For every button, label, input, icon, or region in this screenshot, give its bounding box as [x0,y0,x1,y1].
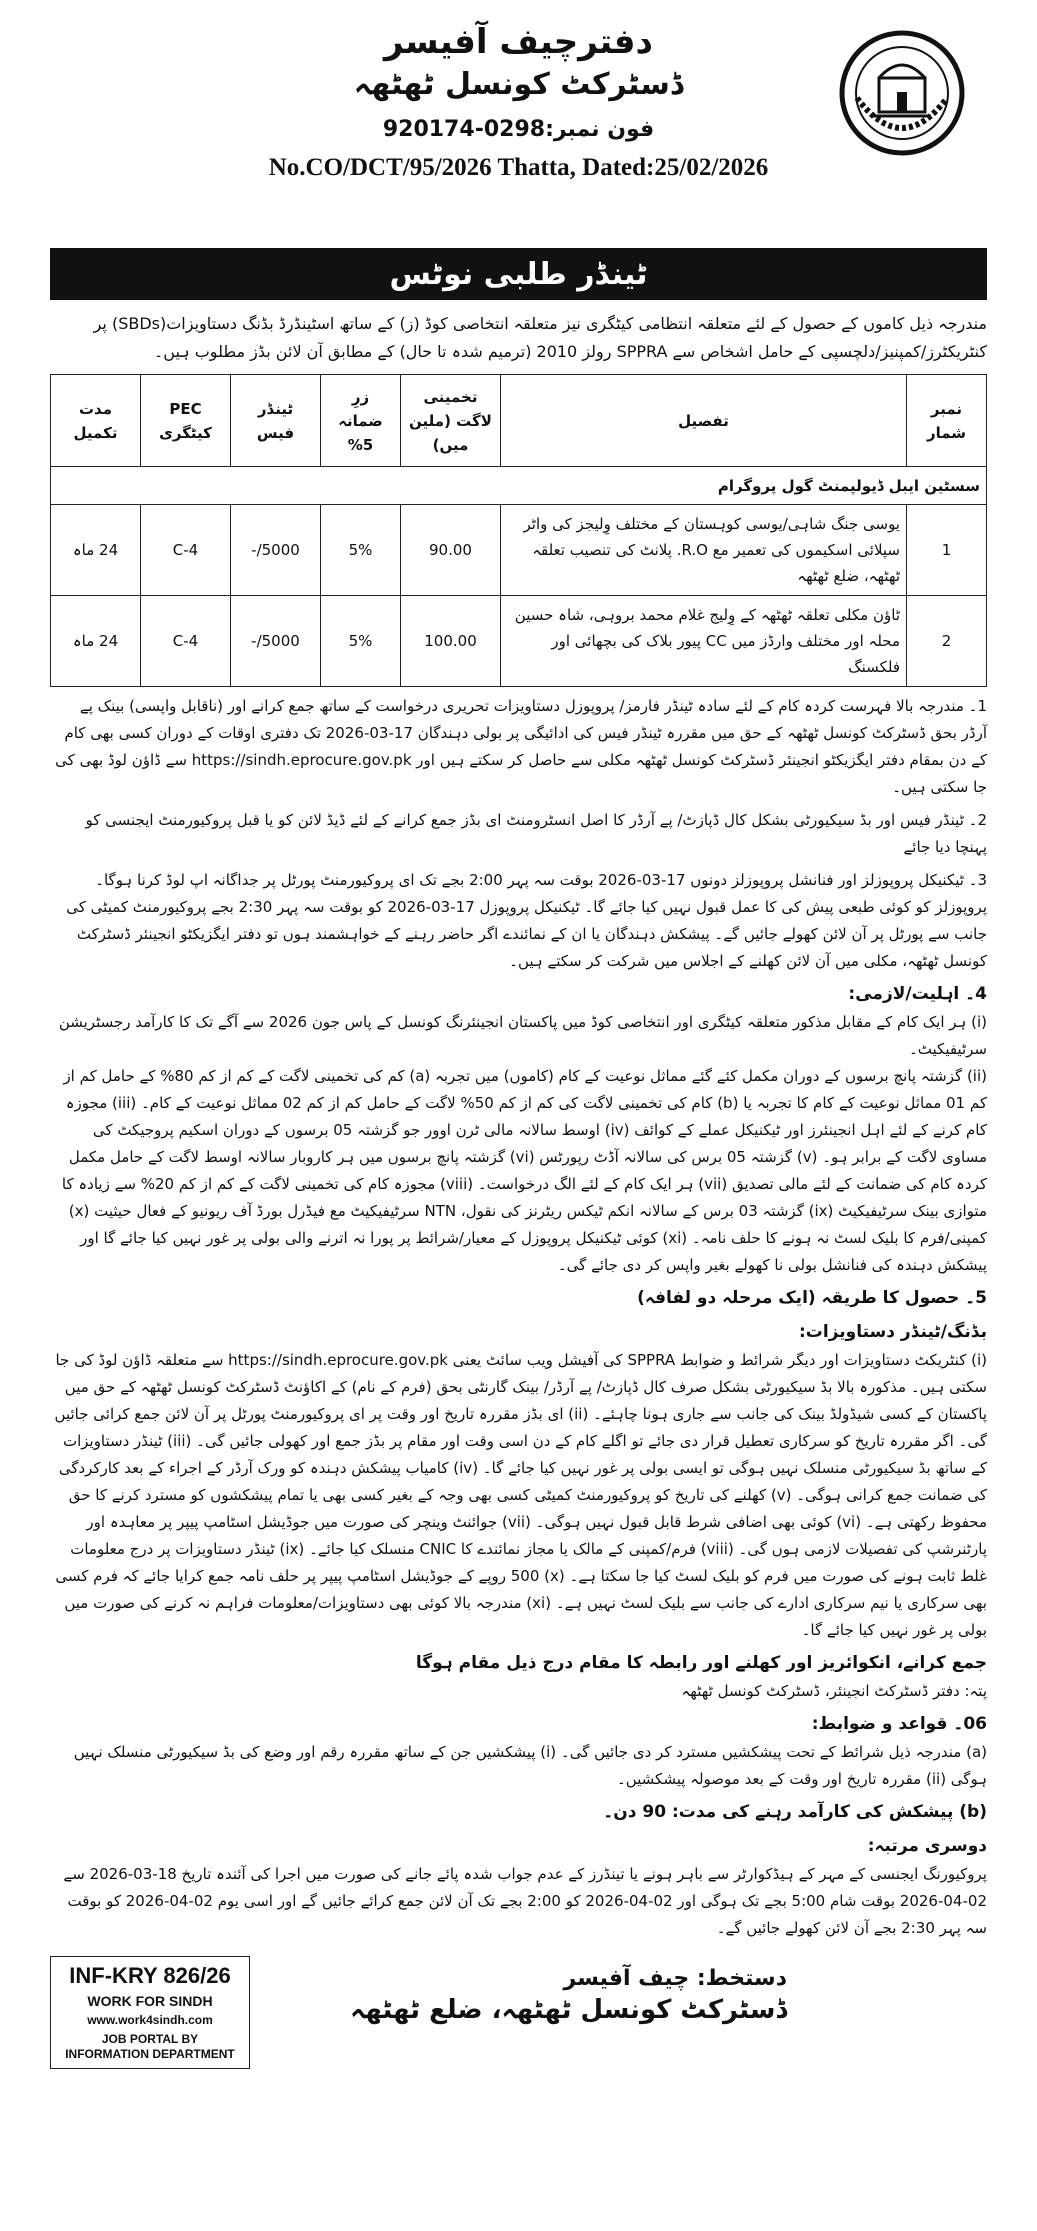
eligibility-item-1: (i) ہر ایک کام کے مقابل مذکور متعلقہ کیٹگری اور انتخاصی کوڈ میں پاکستان انجینئرنگ کونسل کے پاس جون 2026 سے آگے تک کا کارآمد رجسٹریشن سرٹیفیکیٹ۔ [58,1013,987,1058]
venue-address: پتہ: دفتر ڈسٹرکٹ انجینئر، ڈسٹرکٹ کونسل ٹھٹھہ [681,1682,987,1700]
row-details: یوسی جنگ شاہی/یوسی کوہستان کے مختلف وِلیجز کی واٹر سپلائی اسکیموں کی تعمیر مع R.O. پلانٹ کی تنصیب تعلقہ ٹھٹھہ، ضلع ٹھٹھہ [501,505,907,596]
council-title: ڈسٹرکٹ کونسل ٹھٹھہ [353,67,684,102]
eligibility-item-2: (ii) گزشتہ پانچ برسوں کے دوران مکمل کئے گئے مماثل نوعیت کے کام (کاموں) میں تجربہ (a) کم کی تخمینی لاگت کے کم از کم 80% کے حامل کم از کم 01 مماثل نوعیت کے کام کا تجربہ یا (b) کام کی تخمینی لاگت کی کم از کم 50% لاگت کے حامل کم از کم 02 مماثل نوعیت کے کام۔ (iii) مجوزہ کام کرنے کے لئے اہل انجینئرز اور ٹیکنیکل عملے کے کوائف (iv) اوسط سالانہ مالی ٹرن اوور جو گزشتہ 05 برسوں کے دوران اسکیم پروجیکٹ کی مساوی لاگت کے برابر ہو۔ (v) گزشتہ 05 برس کی سالانہ آڈٹ رپورٹس (vi) گزشتہ پانچ برسوں میں ہر کاروبار سالانہ اوسط لاگت کے حامل مکمل کردہ کام کی ضمانت کے لئے مالی تصدیق (vii) ہر ایک کام کے لئے الگ درخواست۔ (viii) مجوزہ کام کی تخمینی لاگت کے کم از کم 20% سے زیادہ کا متوازی بینک سرٹیفیکیٹ (ix) گزشتہ 03 برس کے سالانہ انکم ٹیکس ریٹرنز کی نقول، NTN سرٹیفیکیٹ مع فیڈرل بورڈ آف ریونیو کے فعال حیثیت (x) کمپنی/فرم کا بلیک لسٹ نہ ہونے کا حلف نامہ۔ (xi) کوئی ٹیکنیکل پروپوزل کے معیار/شرائط پر پورا نہ اترنے والی بولی پر غور نہیں کیا جائے گا اور پیشکش دہندہ کی فنانشل بولی نا کھولے بغیر واپس کر دی جائے گی۔ [61,1067,987,1274]
notice-title: ٹینڈر طلبی نوٹس [389,256,648,292]
ad-site: www.work4sindh.com [87,2013,213,2027]
works-table [50,374,987,687]
phone-number: فون نمبر:0298-920174 [382,117,655,142]
reference-line: No.CO/DCT/95/2026 Thatta, Dated:25/02/2026 [268,154,769,181]
row-cost: 100.00 [401,596,501,687]
col-cost: تخمینی لاگت (ملین میں) [401,375,501,467]
notice-title-banner [50,248,987,300]
col-period: مدت تکمیل [51,375,141,467]
ad-portal: JOB PORTAL BY INFORMATION DEPARTMENT [65,2032,235,2061]
row-no: 2 [907,596,987,687]
table-header-row [51,375,987,467]
ad-box [50,1956,250,2069]
table-row [51,596,987,687]
ad-code: INF-KRY 826/26 [69,1963,231,1988]
intro-paragraph: مندرجہ ذیل کاموں کے حصول کے لئے متعلقہ انتظامی کیٹگری نیز متعلقہ انتخاصی کوڈ (ز) کے ساتھ اسٹینڈرڈ بڈنگ دستاویزات(SBDs) پر کنٹریکٹرز/کمپنیز/دلچسپی کے حامل اشخاص سے SPPRA رولز 2010 (ترمیم شدہ تا حال) کے مطابق آن لائن بڈز مطلوب ہیں۔ [93,314,987,361]
table-row [51,505,987,596]
row-period: 24 ماہ [51,505,141,596]
row-period: 24 ماہ [51,596,141,687]
col-pec: PEC کیٹگری [141,375,231,467]
ad-brand: WORK FOR SINDH [87,1993,213,2009]
row-fee: 5000/- [231,596,321,687]
rules-b: (b) پیشکش کی کارآمد رہنے کی مدت: 90 دن۔ [603,1802,987,1822]
col-earnest: زرِ ضمانہ 5% [321,375,401,467]
notice-header [50,20,987,240]
row-no: 1 [907,505,987,596]
program-name: سسٹین ایبل ڈیولپمنٹ گول پروگرام [51,467,987,505]
acquisition-heading: 5۔ حصول کا طریقہ (ایک مرحلہ دو لفافہ) [637,1288,987,1308]
col-no: نمبر شمار [907,375,987,467]
row-details: ٹاؤن مکلی تعلقہ ٹھٹھہ کے وِلیج غلام محمد بروہی، شاہ حسین محلہ اور مختلف وارڈز میں CC پیور بلاک کی بچھائی اور فلکسنگ [501,596,907,687]
table-program-row [51,467,987,505]
signature-council: ڈسٹرکٹ کونسل ٹھٹھہ، ضلع ٹھٹھہ [350,1995,787,2025]
footer [50,1946,987,2106]
council-seal-icon [837,28,967,158]
col-details: تفصیل [501,375,907,467]
signature-title: دستخط: چیف آفیسر [563,1966,787,1991]
bidding-docs-text: (i) کنٹریکٹ دستاویزات اور دیگر شرائط و ضوابط SPPRA کی آفیشل ویب سائٹ یعنی https://sindh.eprocure.gov.pk سے متعلقہ ڈاؤن لوڈ کی جا سکتی ہیں۔ مذکورہ بالا بڈ سیکیورٹی بشکل صرف کال ڈپازٹ/ پے آرڈر/ بینک گارنٹی بحق (فرم کے نام) کے اکاؤنٹ ڈسٹرکٹ کونسل ٹھٹھہ کے حق میں پاکستان کے کسی شیڈولڈ بینک کی جانب سے جاری ہونا چاہئے۔ (ii) ای بڈز مقررہ تاریخ اور وقت پر ای پروکیورمنٹ پورٹل پر آن لائن جمع کرائی جائیں گی۔ اگر مقررہ تاریخ کو سرکاری تعطیل قرار دی جائے تو اگلے کام کے دن اسی وقت اور مقام پر بڈز جمع اور کھولی جائیں گی۔ (iii) ٹینڈر دستاویزات کے ساتھ بڈ سیکیورٹی منسلک نہیں ہوگی تو ایسی بولی پر غور نہیں کیا جائے گا۔ (iv) کامیاب پیشکش دہندہ کو ورک آرڈر کے اجراء کے بعد کارکردگی کی ضمانت جمع کرانی ہوگی۔ (v) کھلنے کی تاریخ کو پروکیورمنٹ کمیٹی کسی بھی وجہ کے بغیر کسی بھی یا تمام پیشکشوں کو مسترد کرنے کا حق محفوظ رکھتی ہے۔ (vi) کوئی بھی اضافی شرط قابل قبول نہیں ہوگی۔ (vii) جوائنٹ وینچر کی صورت میں جوڈیشل اسٹامپ پیپر پر معاہدہ اور پارٹنرشپ کی تفصیلات لازمی ہوں گی۔ (viii) فرم/کمپنی کے مالک یا مجاز نمائندے کا CNIC منسلک کیا جائے۔ (ix) ٹینڈر دستاویزات پر درج معلومات غلط ثابت ہونے کی صورت میں فرم کو بلیک لسٹ کیا جا سکتا ہے۔ (x) 500 روپے کے جوڈیشل اسٹامپ پیپر پر حلف نامہ جمع کرایا جائے کہ فرم کسی بھی سرکاری یا نیم سرکاری ادارے کی جانب سے بلیک لسٹ نہیں ہے۔ (xi) مندرجہ بالا کوئی بھی دستاویزات/معلومات فراہم نہ کرنے کی صورت میں بولی پر غور نہیں کیا جائے گا۔ [54,1351,987,1639]
row-earnest: 5% [321,596,401,687]
eligibility-heading: 4۔ اہلیت/لازمی: [848,984,987,1004]
venue-heading: جمع کرانے، انکوائریز اور کھلنے اور رابطہ کا مقام درج ذیل مقام ہوگا [415,1653,987,1673]
office-title: دفترچیف آفیسر [384,22,653,62]
row-pec: C-4 [141,505,231,596]
col-fee: ٹینڈر فیس [231,375,321,467]
second-attempt-text: پروکیورنگ ایجنسی کے مہر کے ہیڈکوارٹر سے باہر ہونے یا تینڈرز کے عدم جواب شدہ پائے جانے کی صورت میں اجرا کی آئندہ تاریخ 18-03-2026 سے 02-04-2026 بوقت شام 5:00 بجے تک ہوگی اور 02-04-2026 کو 2:00 بجے تک آن لائن جمع کرائے جائیں گے اور اسی یوم 02-04-2026 کو بوقت سہ پہر 2:30 بجے آن لائن کھولے جائیں گے۔ [63,1865,987,1937]
row-pec: C-4 [141,596,231,687]
row-cost: 90.00 [401,505,501,596]
row-fee: 5000/- [231,505,321,596]
paragraph-1: 1۔ مندرجہ بالا فہرست کردہ کام کے لئے سادہ ٹینڈر فارمز/ پروپوزل دستاویزات تحریری درخواست کے ساتھ جمع کرانے اور (ناقابل واپسی) بینک پے آرڈر بحق ڈسٹرکٹ کونسل ٹھٹھہ کے حق میں مقررہ ٹینڈر فیس کی ادائیگی پر بولی دہندگان 17-03-2026 تک دفتری اوقات کے دوران کسی بھی کام کے دن بمقام دفتر ایگزیکٹو انجینئر ڈسٹرکٹ کونسل ٹھٹھہ مکلی سے حاصل کر سکتے ہیں اور https://sindh.eprocure.gov.pk سے ڈاؤن لوڈ بھی کی جا سکتی ہیں۔ [55,697,987,796]
paragraph-3: 3۔ ٹیکنیکل پروپوزلز اور فنانشل پروپوزلز دونوں 17-03-2026 بوقت سہ پہر 2:00 بجے تک ای پروکیورمنٹ پورٹل پر جداگانہ اپ لوڈ کرنا ہوگا۔ پروپوزلز کو کوئی طبعی پیش کی کا عمل قبول نہیں کیا جائے گا۔ ٹیکنیکل پروپوزل 17-03-2026 کو بوقت سہ پہر 2:30 بجے پروکیورمنٹ کمیٹی کی جانب سے پورٹل پر آن لائن کھولے جائیں گے۔ پیشکش دہندگان یا ان کے نمائندے اگر حاضر رہنے کے خواہشمند ہوں تو دفتر ایگزیکٹو انجینئر ڈسٹرکٹ کونسل ٹھٹھہ، مکلی میں آن لائن کھلنے کے اجلاس میں شرکت کر سکتے ہیں۔ [66,871,987,970]
bidding-docs-heading: بڈنگ/ٹینڈر دستاویزات: [799,1322,987,1342]
second-attempt-heading: دوسری مرتبہ: [867,1836,987,1856]
paragraph-2: 2۔ ٹینڈر فیس اور بڈ سیکیورٹی بشکل کال ڈپازٹ/ پے آرڈر کا اصل انسٹرومنٹ ای بڈز جمع کرانے کے لئے ڈیڈ لائن کو یا قبل پروکیورمنٹ ایجنسی کو پہنچا دیا جائے [85,811,987,856]
rules-a: (a) مندرجہ ذیل شرائط کے تحت پیشکشیں مسترد کر دی جائیں گی۔ (i) پیشکشیں جن کے ساتھ مقررہ رقم اور وضع کی بڈ سیکیورٹی منسلک نہیں ہوگی (ii) مقررہ تاریخ اور وقت کے بعد موصولہ پیشکشیں۔ [73,1743,987,1788]
signature-block [350,1966,787,2025]
rules-heading: 06۔ قواعد و ضوابط: [811,1714,987,1734]
row-earnest: 5% [321,505,401,596]
